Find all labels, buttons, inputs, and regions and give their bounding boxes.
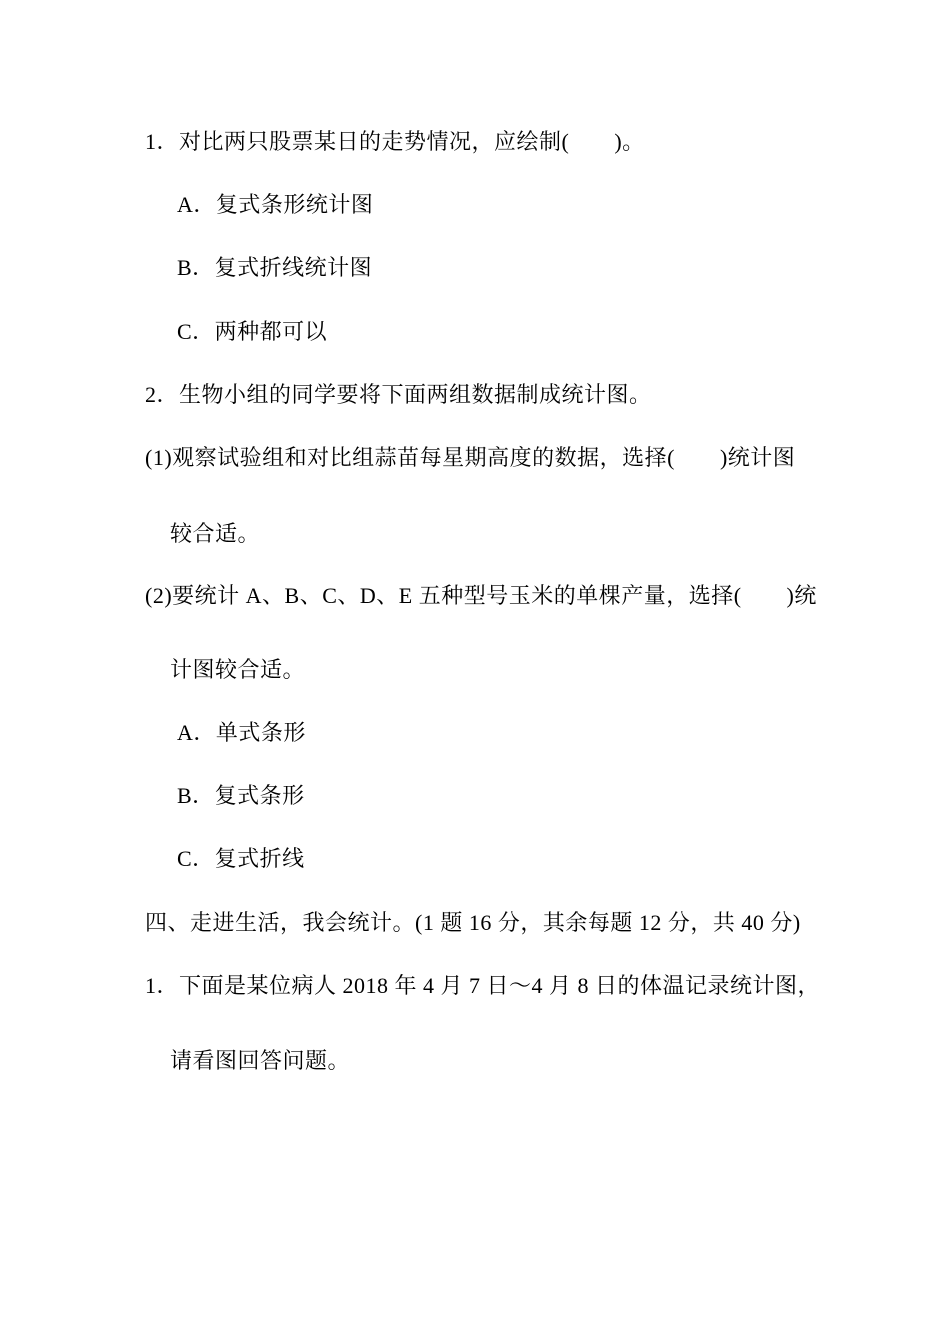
q2-stem: 2．生物小组的同学要将下面两组数据制成统计图。 xyxy=(145,382,652,407)
q1-option-c: C．两种都可以 xyxy=(177,319,328,344)
q1-stem: 1．对比两只股票某日的走势情况，应绘制( )。 xyxy=(145,129,645,154)
section4-title: 四、走进生活，我会统计。(1 题 16 分，其余每题 12 分，共 40 分) xyxy=(145,910,801,935)
q2-sub2-line1: (2)要统计 A、B、C、D、E 五种型号玉米的单棵产量，选择( )统 xyxy=(145,583,817,608)
q2-option-c: C．复式折线 xyxy=(177,846,305,871)
q1-option-b: B．复式折线统计图 xyxy=(177,255,373,280)
q2-sub1-line1: (1)观察试验组和对比组蒜苗每星期高度的数据，选择( )统计图 xyxy=(145,445,796,470)
q2-sub1-line2: 较合适。 xyxy=(170,521,261,546)
section4-q1-line1: 1．下面是某位病人 2018 年 4 月 7 日～4 月 8 日的体温记录统计图， xyxy=(145,973,821,998)
section4-q1-line2: 请看图回答问题。 xyxy=(170,1048,351,1073)
q2-sub2-line2: 计图较合适。 xyxy=(170,657,306,682)
q1-option-a: A．复式条形统计图 xyxy=(177,192,374,217)
q2-option-b: B．复式条形 xyxy=(177,783,305,808)
q2-option-a: A．单式条形 xyxy=(177,720,306,745)
